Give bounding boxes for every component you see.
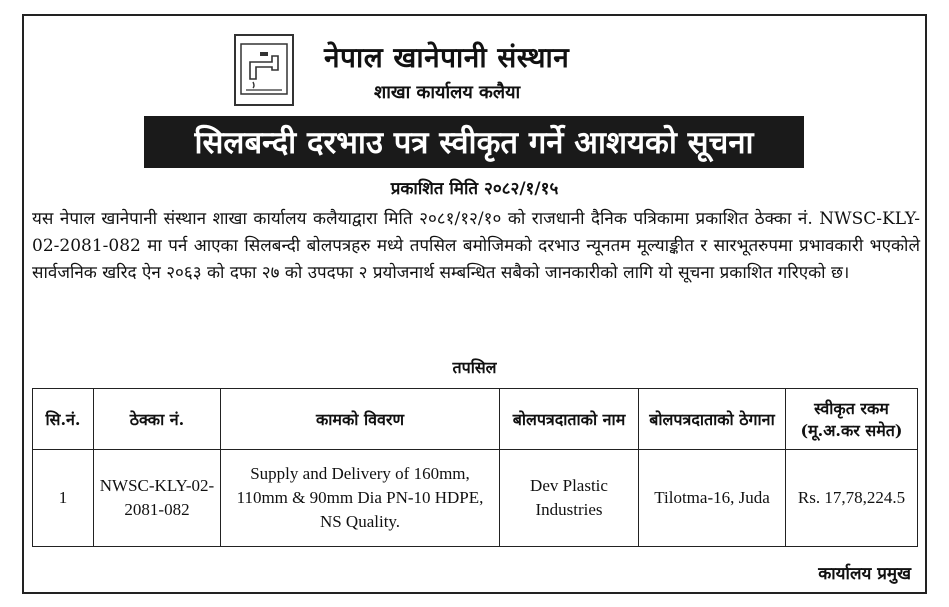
office-name: शाखा कार्यालय कलैया <box>374 82 521 103</box>
cell-bidder-name: Dev Plastic Industries <box>500 450 639 547</box>
table-row <box>33 450 918 547</box>
col-header-sn: सि.नं. <box>33 389 94 450</box>
award-table <box>32 388 918 547</box>
cell-bidder-address: Tilotma-16, Juda <box>639 450 786 547</box>
table-caption: तपसिल <box>452 358 497 377</box>
notice-body: यस नेपाल खानेपानी संस्थान शाखा कार्यालय कलैयाद्वारा मिति २०८१/१२/१० को राजधानी दैनिक पत्रिकामा प्रकाशित ठेक्का नं. NWSC-KLY-02-2081-082 मा पर्न आएका सिलबन्दी बोलपत्रहरु मध्ये तपसिल बमोजिमको दरभाउ न्यूनतम मूल्याङ्कीत र सारभूतरुपमा प्रभावकारी भएकोले सार्वजनिक खरिद ऐन २०६३ को दफा २७ को उपदफा २ प्रयोजनार्थ सम्बन्धित सबैको जानकारीको लागि यो सूचना प्रकाशित गरिएको छ। <box>32 209 920 283</box>
notice-title: सिलबन्दी दरभाउ पत्र स्वीकृत गर्ने आशयको सूचना <box>144 116 804 168</box>
water-tap-logo-icon <box>234 34 294 106</box>
col-header-contract-no: ठेक्का नं. <box>94 389 221 450</box>
cell-amount: Rs. 17,78,224.5 <box>786 450 918 547</box>
cell-sn: 1 <box>33 450 94 547</box>
col-header-amount: स्वीकृत रकम (मू.अ.कर समेत) <box>786 389 918 450</box>
signature-label: कार्यालय प्रमुख <box>818 564 911 584</box>
col-header-description: कामको विवरण <box>221 389 500 450</box>
cell-contract-no: NWSC-KLY-02-2081-082 <box>94 450 221 547</box>
col-header-bidder-address: बोलपत्रदाताको ठेगाना <box>639 389 786 450</box>
published-date: प्रकाशित मिति २०८२/१/१५ <box>390 179 559 199</box>
org-name: नेपाल खानेपानी संस्थान <box>324 41 570 74</box>
notice-header <box>24 24 925 124</box>
table-header-row <box>33 389 918 450</box>
cell-description: Supply and Delivery of 160mm, 110mm & 90mm Dia PN-10 HDPE, NS Quality. <box>221 450 500 547</box>
col-header-bidder-name: बोलपत्रदाताको नाम <box>500 389 639 450</box>
notice-frame <box>22 14 927 594</box>
